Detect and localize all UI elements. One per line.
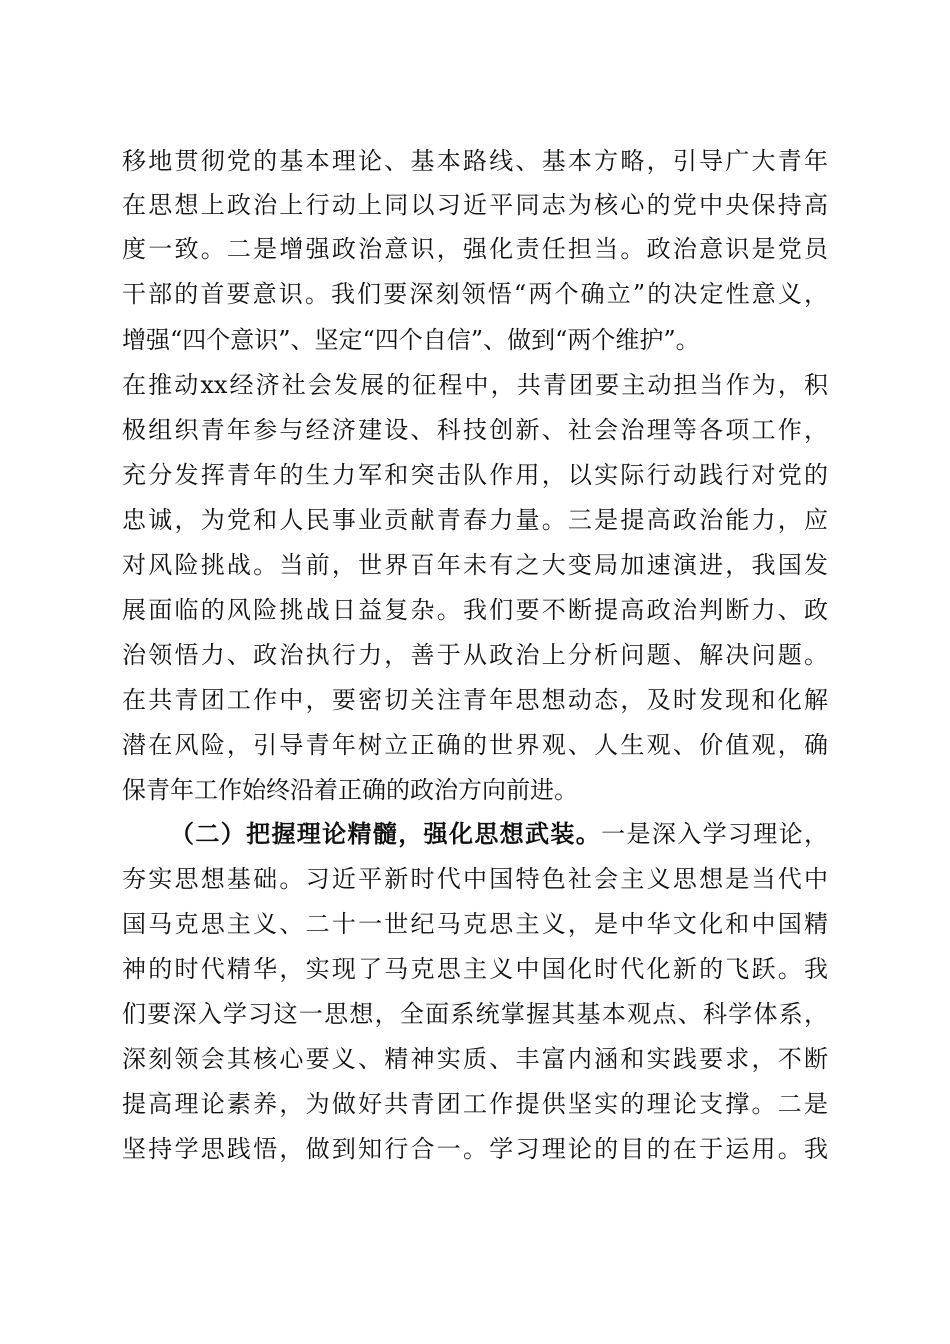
paragraph-line: 增强“四个意识”、坚定“四个自信”、做到“两个维护”。 (122, 326, 700, 354)
section-heading-line (170, 814, 828, 854)
paragraph-line: 坚持学思践悟，做到知行合一。学习理论的目的在于运用。我 (122, 1135, 828, 1163)
paragraph-line: 保青年工作始终沿着正确的政治方向前进。 (122, 776, 578, 804)
heading-line-rest: 一是深入学习理论， (601, 820, 829, 848)
section-heading: （二）把握理论精髓，强化思想武装。 (170, 819, 602, 848)
paragraph-line: 治领悟力、政治执行力，善于从政治上分析问题、解决问题。 (122, 641, 828, 669)
paragraph-line: 展面临的风险挑战日益复杂。我们要不断提高政治判断力、政 (122, 596, 828, 624)
paragraph-line: 国马克思主义、二十一世纪马克思主义，是中华文化和中国精 (122, 910, 828, 938)
paragraph-line: 深刻领会其核心要义、精神实质、丰富内涵和实践要求，不断 (122, 1045, 828, 1073)
paragraph-line: 度一致。二是增强政治意识，强化责任担当。政治意识是党员 (122, 235, 828, 263)
paragraph-line: 对风险挑战。当前，世界百年未有之大变局加速演进，我国发 (122, 551, 828, 579)
paragraph-line: 在思想上政治上行动上同以习近平同志为核心的党中央保持高 (122, 191, 828, 219)
paragraph-line: 们要深入学习这一思想，全面系统掌握其基本观点、科学体系， (122, 1000, 828, 1028)
paragraph-line: 提高理论素养，为做好共青团工作提供坚实的理论支撑。二是 (122, 1090, 828, 1118)
paragraph-line: 神的时代精华，实现了马克思主义中国化时代化新的飞跃。我 (122, 955, 828, 983)
paragraph-line: 忠诚，为党和人民事业贡献青春力量。三是提高政治能力，应 (122, 506, 828, 534)
paragraph-line: 充分发挥青年的生力军和突击队作用，以实际行动践行对党的 (122, 461, 828, 489)
paragraph-line: 夯实思想基础。习近平新时代中国特色社会主义思想是当代中 (122, 865, 828, 893)
paragraph-line: 在推动xx经济社会发展的征程中，共青团要主动担当作为，积 (122, 371, 828, 399)
paragraph-line: 潜在风险，引导青年树立正确的世界观、人生观、价值观，确 (122, 731, 828, 759)
paragraph-line: 在共青团工作中，要密切关注青年思想动态，及时发现和化解 (122, 686, 828, 714)
paragraph-line: 干部的首要意识。我们要深刻领悟“两个确立”的决定性意义， (122, 280, 828, 308)
paragraph-line: 极组织青年参与经济建设、科技创新、社会治理等各项工作， (122, 416, 828, 444)
paragraph-line: 移地贯彻党的基本理论、基本路线、基本方略，引导广大青年 (122, 147, 828, 175)
